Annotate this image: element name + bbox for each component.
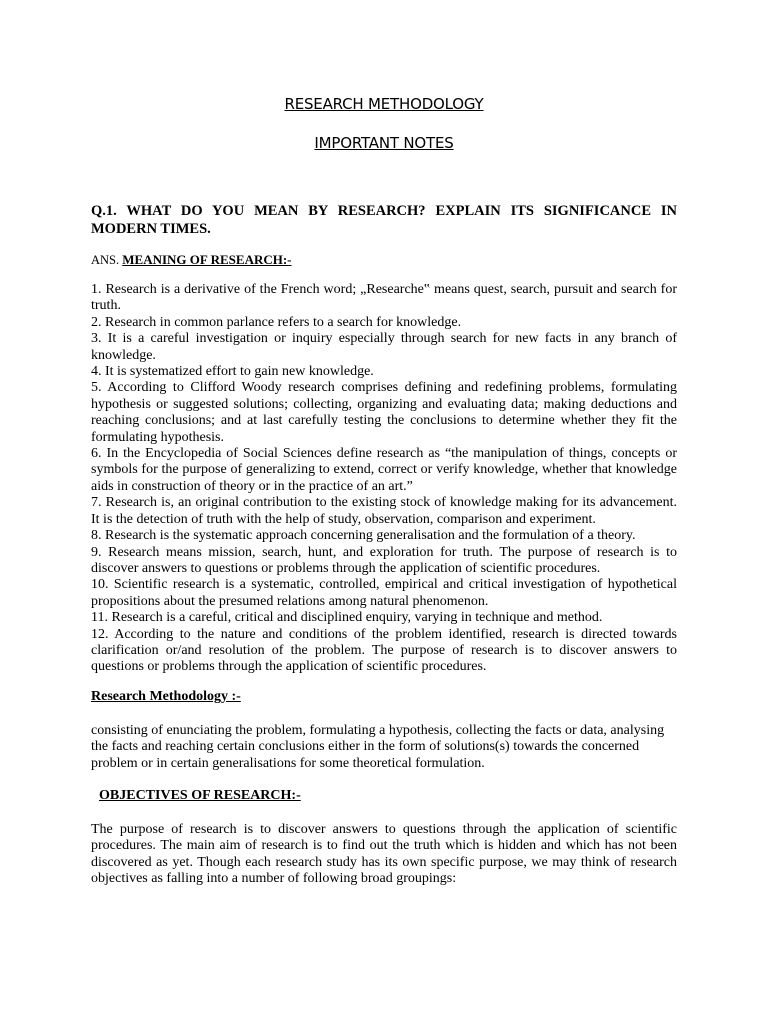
objectives-heading: OBJECTIVES OF RESEARCH:-	[99, 788, 301, 803]
list-item: 3. It is a careful investigation or inquiry especially through search for new facts in any branch of knowledge.	[91, 331, 677, 363]
list-item: 11. Research is a careful, critical and disciplined enquiry, varying in technique and method.	[91, 610, 603, 626]
list-item: 7. Research is, an original contribution to the existing stock of knowledge making for its advancement. It is the detection of truth with the help of study, observation, comparison and experiment.	[91, 495, 677, 527]
list-item: 12. According to the nature and conditions of the problem identified, research is directed towards clarification or/and resolution of the problem. The purpose of research is to discover answers to questions or problems through the application of scientific procedures.	[91, 626, 677, 675]
points-list	[91, 282, 677, 676]
methodology-heading: Research Methodology :-	[91, 689, 241, 704]
objectives-text: The purpose of research is to discover answers to questions through the application of scientific procedures. The main aim of research is to find out the truth which is hidden and which has not been discovered as yet. Though each research study has its own specific purpose, we may think of research objectives as falling into a number of following broad groupings:	[91, 822, 677, 887]
answer-line	[91, 252, 677, 268]
list-item: 1. Research is a derivative of the French word; „Researche‟ means quest, search, pursuit and search for truth.	[91, 282, 677, 314]
list-item: 8. Research is the systematic approach concerning generalisation and the formulation of a theory.	[91, 528, 636, 544]
list-item: 4. It is systematized effort to gain new knowledge.	[91, 364, 374, 380]
methodology-text: consisting of enunciating the problem, formulating a hypothesis, collecting the facts or data, analysing the facts and reaching certain conclusions either in the form of solutions(s) towards the concerned problem or in certain generalisations for some theoretical formulation.	[91, 723, 665, 771]
list-item: 2. Research in common parlance refers to a search for knowledge.	[91, 314, 462, 330]
answer-heading: MEANING OF RESEARCH:-	[122, 252, 292, 267]
list-item: 6. In the Encyclopedia of Social Sciences define research as “the manipulation of things, concepts or symbols for the purpose of generalizing to extend, correct or verify knowledge, whether that knowledge aids in construction of theory or in the practice of an art.”	[91, 446, 677, 494]
list-item: 5. According to Clifford Woody research comprises defining and redefining problems, formulating hypothesis or suggested solutions; collecting, organizing and evaluating data; making deductions and reaching conclusions; and at last carefully testing the conclusions to determine whether they fit the formulating hypothesis.	[91, 380, 677, 445]
document-title: RESEARCH METHODOLOGY	[284, 95, 484, 113]
question-heading: Q.1. WHAT DO YOU MEAN BY RESEARCH? EXPLAIN ITS SIGNIFICANCE IN MODERN TIMES.	[91, 203, 677, 237]
list-item: 10. Scientific research is a systematic, controlled, empirical and critical investigation of hypothetical propositions about the presumed relations among natural phenomenon.	[91, 577, 677, 609]
document-subtitle: IMPORTANT NOTES	[314, 134, 454, 152]
list-item: 9. Research means mission, search, hunt, and exploration for truth. The purpose of research is to discover answers to questions or problems through the application of scientific procedures.	[91, 544, 677, 576]
answer-prefix: ANS.	[91, 253, 120, 267]
